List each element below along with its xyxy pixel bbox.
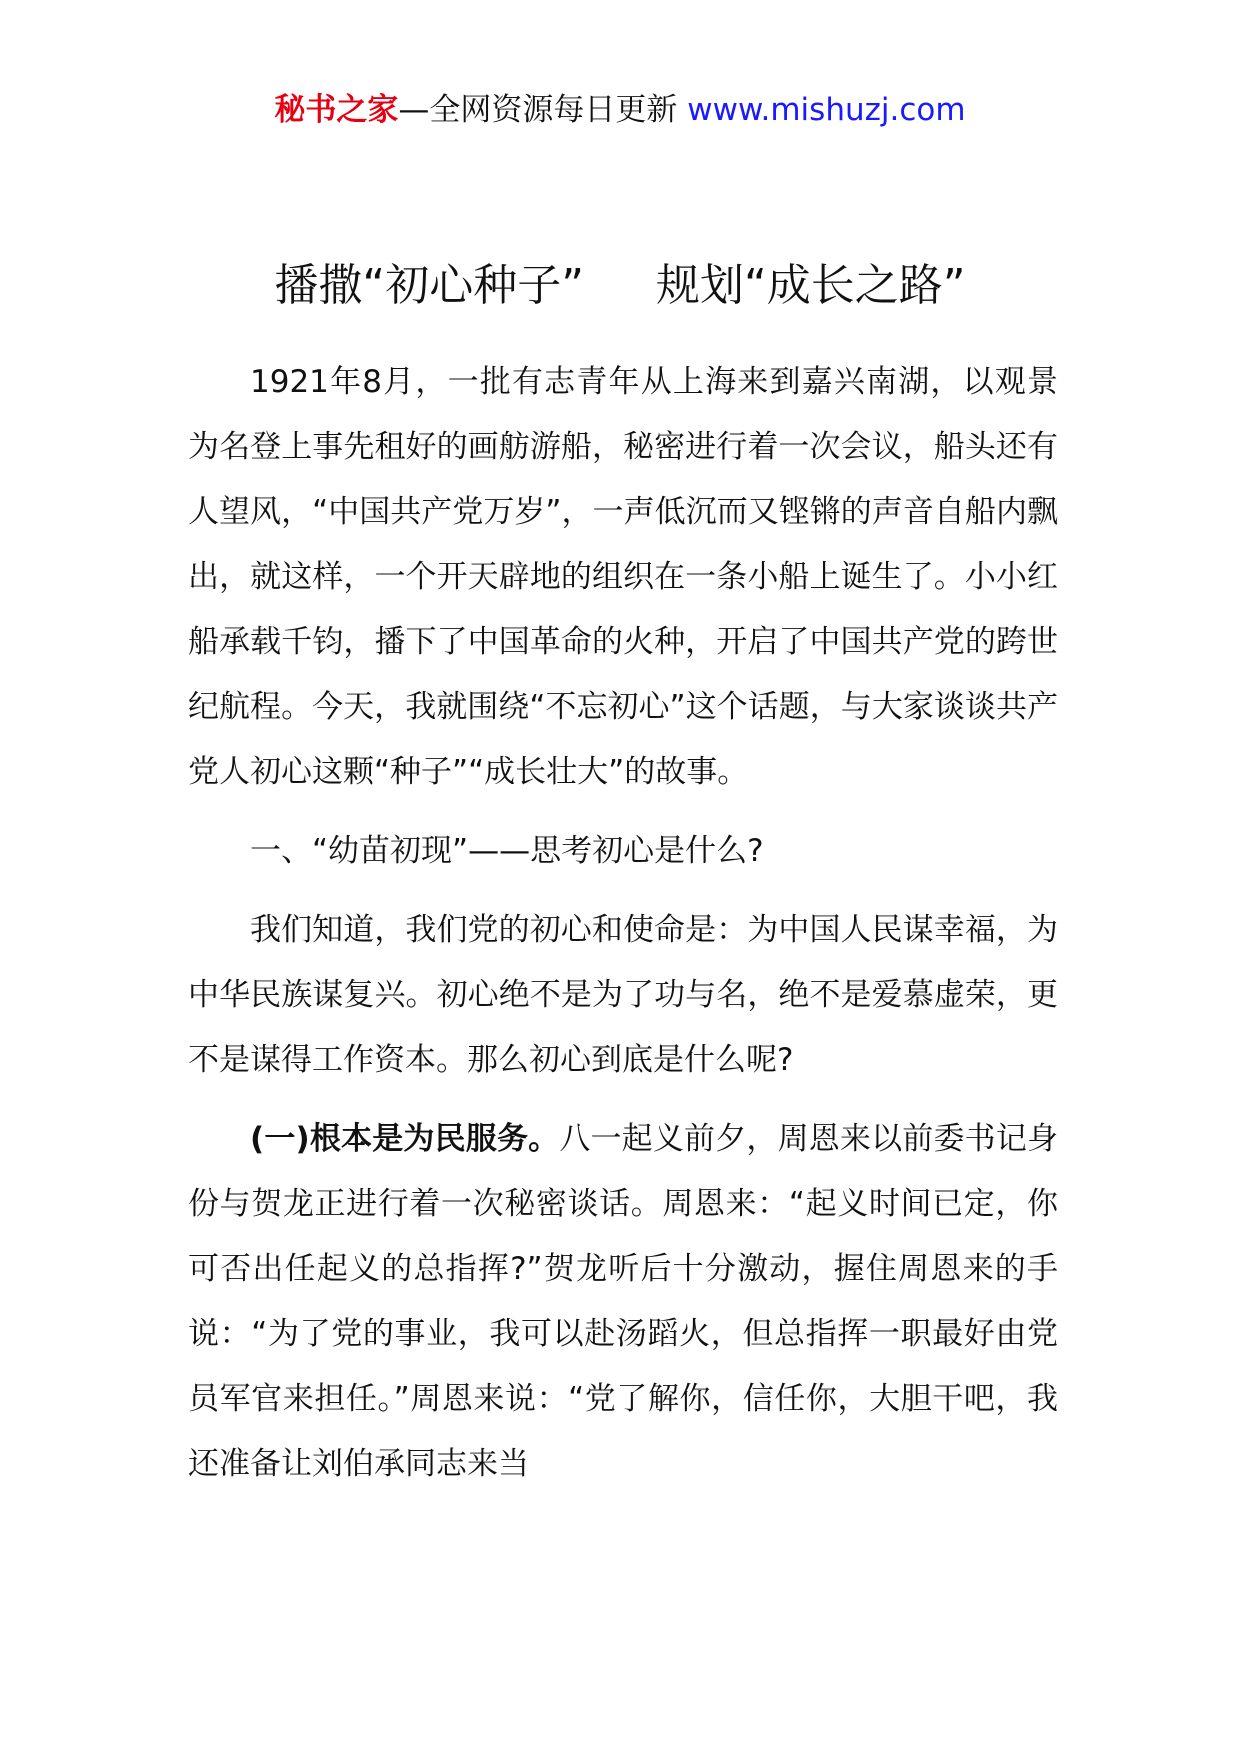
section-1-heading: 一、“幼苗初现”——思考初心是什么? xyxy=(250,833,764,869)
site-brand: 秘书之家 xyxy=(274,92,399,128)
point-1-body: 八一起义前夕，周恩来以前委书记身份与贺龙正进行着一次秘密谈话。周恩来：“起义时间已定，你可否出任起义的总指挥?”贺龙听后十分激动，握住周恩来的手说：“为了党的事业，我可以赴汤蹈火，但总指挥一职最好由党员军官来担任。”周恩来说：“党了解你，信任你，大胆干吧，我还准备让刘伯承同志来当 xyxy=(188,1121,1058,1482)
intro-paragraph: 1921年8月，一批有志青年从上海来到嘉兴南湖，以观景为名登上事先租好的画舫游船，秘密进行着一次会议，船头还有人望风，“中国共产党万岁”，一声低沉而又铿锵的声音自船内飘出，就这样，一个开天辟地的组织在一条小船上诞生了。小小红船承载千钧，播下了中国革命的火种，开启了中国共产党的跨世纪航程。今天，我就围绕“不忘初心”这个话题，与大家谈谈共产党人初心这颗“种子”“成长壮大”的故事。 xyxy=(188,364,1058,790)
document-title xyxy=(0,254,1240,318)
section-1-paragraph: 我们知道，我们党的初心和使命是：为中国人民谋幸福，为中华民族谋复兴。初心绝不是为了功与名，绝不是爱慕虚荣，更不是谋得工作资本。那么初心到底是什么呢? xyxy=(188,912,1058,1078)
point-1-paragraph xyxy=(188,1107,1058,1497)
document-body xyxy=(188,350,1058,1497)
point-1-lead: (一)根本是为民服务。 xyxy=(250,1121,560,1157)
title-part-1: 播撒“初心种子” xyxy=(274,260,584,311)
site-url-link[interactable]: www.mishuzj.com xyxy=(687,92,966,128)
site-tagline: —全网资源每日更新 xyxy=(398,92,688,128)
site-header xyxy=(0,88,1240,132)
title-part-2: 规划“成长之路” xyxy=(656,260,966,311)
